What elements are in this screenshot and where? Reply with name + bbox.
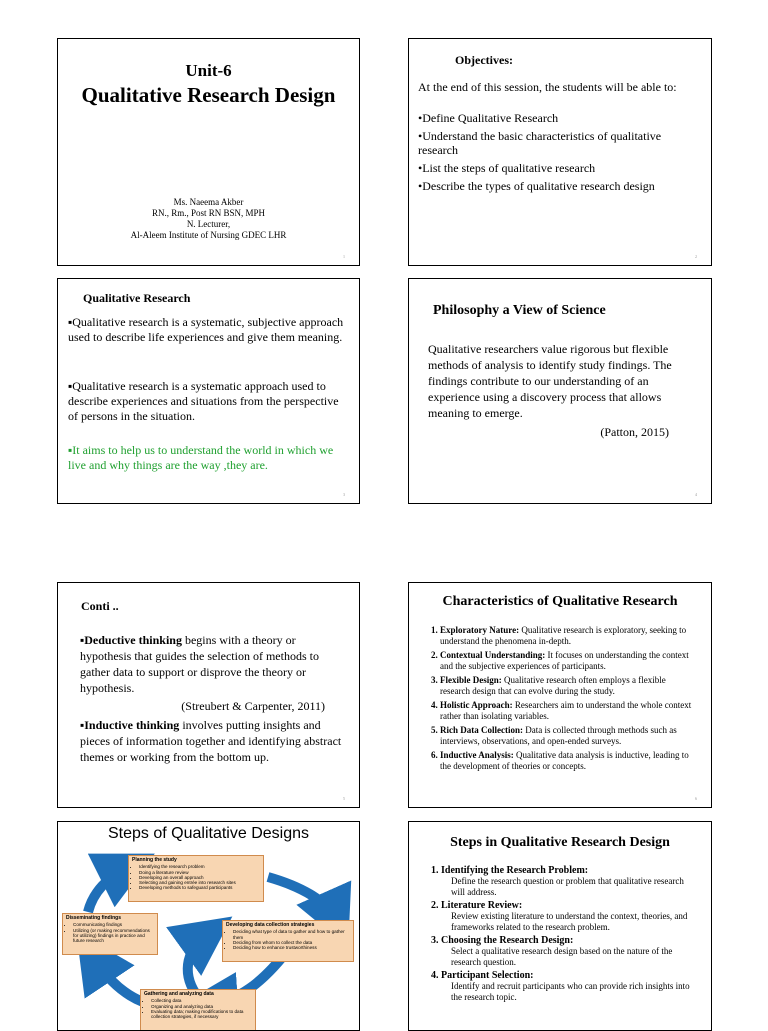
- slide-heading: Conti ..: [81, 599, 119, 613]
- characteristic-text: Researchers aim to understand the whole context rather than isolating variables.: [440, 700, 692, 721]
- step-title: 2. Literature Review:: [441, 900, 523, 911]
- page-number: 6: [695, 796, 697, 801]
- characteristics-list: [422, 625, 697, 775]
- philosophy-body: Qualitative researchers value rigorous but flexible methods of analysis to identify study findings. The findings contribute to our understanding of an experience using a discovery process that allows meaning to emerge.: [428, 342, 672, 420]
- aim-paragraph: ▪It aims to help us to understand the world in which we live and why things are the way ,they are.: [68, 443, 334, 472]
- box-item: • Collecting data: [151, 998, 252, 1003]
- deductive-text: begins with a theory or hypothesis that guides the selection of methods to gather data to support or disprove the theory or hypothesis.: [80, 633, 319, 695]
- box-item: • Developing an overall approach: [139, 875, 260, 880]
- box-item: • Selecting and gaining entrée into research sites: [139, 880, 260, 885]
- slide-steps-diagram: [57, 821, 360, 1031]
- slide-heading: Steps of Qualitative Designs: [108, 825, 309, 842]
- box-title: Planning the study: [132, 857, 177, 863]
- list-item: [440, 650, 697, 672]
- characteristic-term: Rich Data Collection:: [440, 725, 523, 735]
- characteristic-text: Qualitative research is exploratory, seeking to understand the phenomena in-depth.: [440, 625, 687, 646]
- page-number: 4: [695, 492, 697, 497]
- cycle-arrow: [188, 934, 208, 997]
- developing-box: [222, 920, 354, 962]
- steps-list: [425, 865, 697, 1005]
- list-item: [441, 970, 697, 1003]
- step-description: Select a qualitative research design based on the nature of the research question.: [451, 946, 673, 967]
- list-item: [440, 700, 697, 722]
- unit-label: Unit-6: [185, 61, 232, 80]
- cycle-arrow: [88, 867, 128, 912]
- slide-philosophy: [408, 278, 712, 504]
- page-number: 3: [343, 492, 345, 497]
- slide-title-heading: Qualitative Research Design: [81, 83, 336, 107]
- author-line: RN., Rm., Post RN BSN, MPH: [151, 208, 266, 218]
- objective-item: •Understand the basic characteristics of qualitative research: [418, 129, 662, 157]
- inductive-term: Inductive thinking: [84, 718, 180, 732]
- page-number: 2: [695, 254, 697, 259]
- list-item: [440, 625, 697, 647]
- slide-conti: [57, 582, 360, 808]
- box-title: Gathering and analyzing data: [144, 991, 214, 997]
- deductive-term: Deductive thinking: [84, 633, 182, 647]
- slide-characteristics: [408, 582, 712, 808]
- step-description: Identify and recruit participants who can provide rich insights into the research topic.: [451, 981, 690, 1002]
- list-item: [440, 725, 697, 747]
- step-title: 4. Participant Selection:: [441, 970, 534, 981]
- author-line: Al-Aleem Institute of Nursing GDEC LHR: [130, 230, 287, 240]
- box-item: • Developing methods to safeguard participants: [139, 885, 260, 890]
- slide-qualitative-research: [57, 278, 360, 504]
- characteristic-text: Qualitative data analysis is inductive, leading to the development of theories or concepts.: [440, 750, 689, 771]
- definition-paragraph: ▪Qualitative research is a systematic, subjective approach used to describe life experiences and give them meaning.: [68, 315, 344, 344]
- box-item: • Identifying the research problem: [139, 864, 260, 869]
- characteristic-text: It focuses on understanding the context and the subjective experiences of participants.: [440, 650, 689, 671]
- slide-heading: Qualitative Research: [83, 291, 191, 305]
- citation: (Streubert & Carpenter, 2011): [181, 699, 325, 713]
- characteristic-term: Contextual Understanding:: [440, 650, 546, 660]
- deductive-paragraph: ▪Deductive thinking begins with a theory or hypothesis that guides the selection of methods to gather data to support or disprove the theory or hypothesis.: [80, 633, 319, 695]
- characteristic-text: Data is collected through methods such as interviews, observations, and open-ended surveys.: [440, 725, 677, 746]
- step-title: 3. Choosing the Research Design:: [441, 935, 574, 946]
- objectives-list: [418, 111, 701, 197]
- list-item: [441, 900, 697, 933]
- slide-heading: Characteristics of Qualitative Research: [442, 594, 678, 609]
- list-item: [440, 675, 697, 697]
- step-description: Define the research question or problem that qualitative research will address.: [451, 876, 684, 897]
- slide-title: [57, 38, 360, 266]
- box-item: • Doing a literature review: [139, 870, 260, 875]
- disseminating-box: [62, 913, 158, 955]
- slide-heading: Steps in Qualitative Research Design: [450, 835, 670, 850]
- objectives-heading: Objectives:: [455, 53, 513, 67]
- objective-item: •List the steps of qualitative research: [418, 161, 596, 175]
- page-number: 5: [343, 796, 345, 801]
- citation: (Patton, 2015): [600, 425, 669, 439]
- box-item: • Deciding how to enhance trustworthiness: [233, 945, 350, 950]
- step-title: 1. Identifying the Research Problem:: [441, 865, 589, 876]
- cycle-arrow: [268, 877, 336, 920]
- box-item: • Utilizing (or making recommendations for utilizing) findings in practice and future research: [73, 928, 154, 944]
- author-line: N. Lecturer,: [186, 219, 231, 229]
- objective-item: •Define Qualitative Research: [418, 111, 559, 125]
- slide-objectives: [408, 38, 712, 266]
- inductive-text: involves putting insights and pieces of information together and identifying abstract themes or working from the bottom up.: [80, 718, 342, 764]
- box-item: • Evaluating data; making modifications to data collection strategies, if necessary: [151, 1009, 252, 1020]
- characteristic-term: Exploratory Nature:: [440, 625, 520, 635]
- objectives-intro: At the end of this session, the students will be able to:: [418, 80, 677, 94]
- list-item: [440, 750, 697, 772]
- box-item: • Organizing and analyzing data: [151, 1004, 252, 1009]
- characteristic-term: Inductive Analysis:: [440, 750, 514, 760]
- box-title: Disseminating findings: [66, 915, 122, 921]
- characteristic-term: Flexible Design:: [440, 675, 502, 685]
- inductive-paragraph: ▪Inductive thinking involves putting insights and pieces of information together and identifying abstract themes or working from the bottom up.: [80, 718, 342, 764]
- characteristic-text: Qualitative research often employs a flexible research design that can evolve during the study.: [440, 675, 666, 696]
- slide-heading: Philosophy a View of Science: [433, 303, 606, 318]
- box-item: • Deciding what type of data to gather and how to gather them: [233, 929, 350, 940]
- cycle-arrow: [93, 957, 143, 1002]
- author-block: [58, 197, 359, 241]
- list-item: [441, 865, 697, 898]
- page-number: 1: [343, 254, 345, 259]
- step-description: Review existing literature to understand the context, theories, and frameworks related to the research problem.: [451, 911, 688, 932]
- box-item: • Communicating findings: [73, 922, 154, 927]
- slide-steps-list: [408, 821, 712, 1031]
- box-item: • Deciding from whom to collect the data: [233, 940, 350, 945]
- list-item: [441, 935, 697, 968]
- box-title: Developing data collection strategies: [226, 922, 315, 928]
- objective-item: •Describe the types of qualitative research design: [418, 179, 655, 193]
- characteristic-term: Holistic Approach:: [440, 700, 513, 710]
- planning-box: [128, 855, 264, 902]
- author-line: Ms. Naeema Akber: [173, 197, 244, 207]
- definition-paragraph: ▪Qualitative research is a systematic approach used to describe experiences and situations from the perspective of persons in the situation.: [68, 379, 339, 423]
- gathering-box: [140, 989, 256, 1031]
